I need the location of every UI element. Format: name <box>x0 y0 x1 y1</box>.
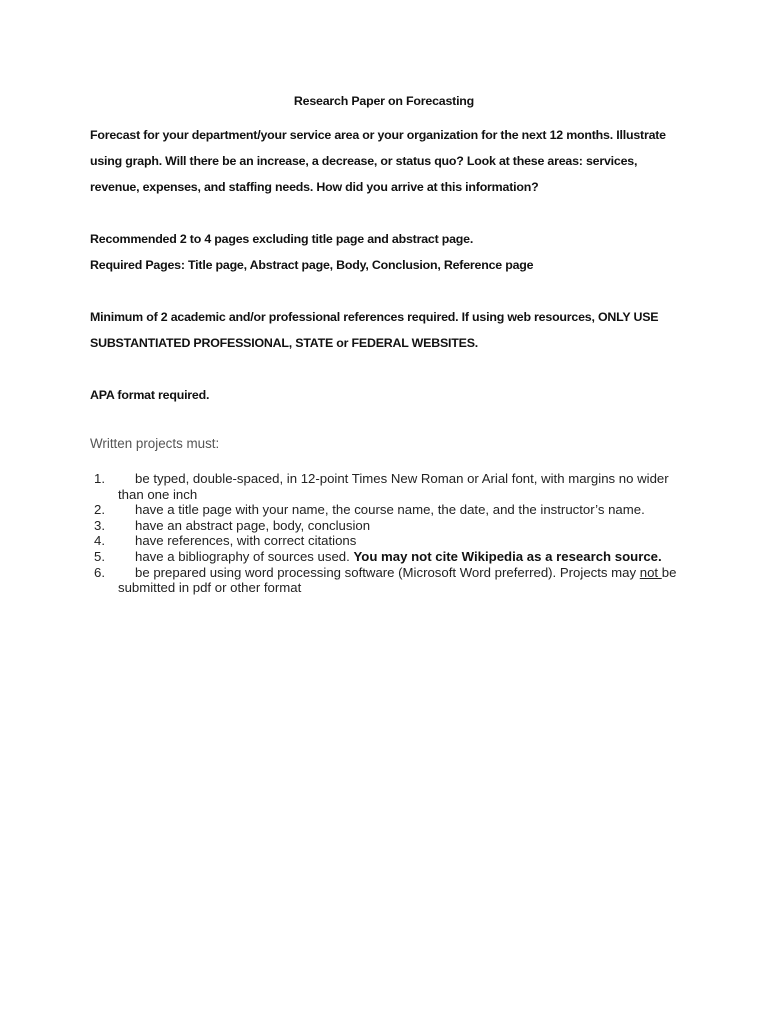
written-projects-intro: Written projects must: <box>90 436 220 451</box>
list-item-text: have references, with correct citations <box>135 533 357 549</box>
forecast-line-2: using graph. Will there be an increase, a decrease, or status quo? Look at these areas: services, <box>90 154 638 168</box>
list-item <box>94 471 694 502</box>
requirements-list <box>94 471 694 596</box>
references-section <box>90 308 690 360</box>
list-item <box>94 549 694 565</box>
list-item-text-before: be prepared using word processing software (Microsoft Word preferred). Projects may <box>135 564 640 580</box>
list-item-number: 1. <box>94 471 105 486</box>
list-item-text: have a title page with your name, the course name, the date, and the instructor’s name. <box>135 502 645 518</box>
required-pages: Required Pages: Title page, Abstract page, Body, Conclusion, Reference page <box>90 258 534 272</box>
document-title: Research Paper on Forecasting <box>293 94 475 108</box>
wikipedia-warning: You may not cite Wikipedia as a research source. <box>353 548 662 564</box>
list-item-number: 5. <box>94 548 105 564</box>
list-item-plain-text: have a bibliography of sources used. <box>135 548 354 564</box>
list-item-text <box>118 549 694 565</box>
list-item <box>94 565 694 596</box>
list-item <box>94 518 694 534</box>
forecast-paragraph <box>90 126 690 204</box>
apa-requirement: APA format required. <box>90 388 210 402</box>
underlined-not: not <box>639 564 662 580</box>
list-item-text <box>118 565 694 596</box>
forecast-line-3: revenue, expenses, and staffing needs. How did you arrive at this information? <box>90 180 539 194</box>
list-item-number: 4. <box>94 533 105 549</box>
list-item-number: 3. <box>94 517 105 533</box>
recommended-pages: Recommended 2 to 4 pages excluding title page and abstract page. <box>90 232 474 246</box>
references-line-2: SUBSTANTIATED PROFESSIONAL, STATE or FEDERAL WEBSITES. <box>90 336 479 350</box>
list-item <box>94 502 694 518</box>
list-item-number: 2. <box>94 502 105 518</box>
list-item-number: 6. <box>94 564 105 580</box>
list-item-text-after: be submitted in pdf or other format <box>118 564 677 596</box>
forecast-line-1: Forecast for your department/your service area or your organization for the next 12 months. Illustrate <box>90 128 666 142</box>
pages-section <box>90 230 690 282</box>
list-item-text: be typed, double-spaced, in 12-point Times New Roman or Arial font, with margins no wider than one inch <box>118 471 669 502</box>
list-item-text: have an abstract page, body, conclusion <box>135 517 371 533</box>
list-item <box>94 533 694 549</box>
apa-section <box>90 386 690 412</box>
references-line-1: Minimum of 2 academic and/or professional references required. If using web resources, ONLY USE <box>90 310 659 324</box>
